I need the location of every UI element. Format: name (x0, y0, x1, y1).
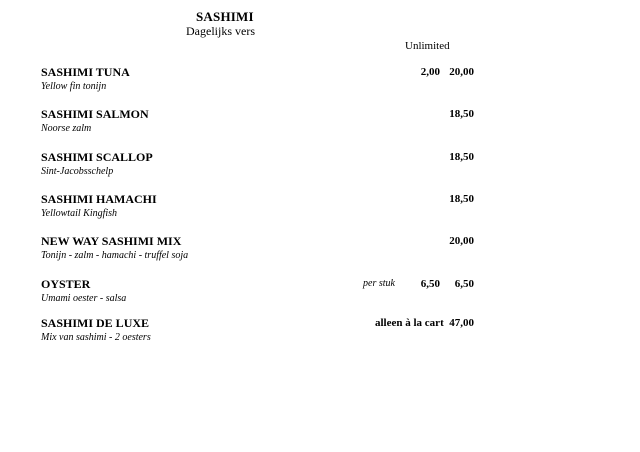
item-name: SASHIMI SALMON (41, 107, 149, 121)
item-price: 18,50 (449, 151, 474, 163)
item-description: Tonijn - zalm - hamachi - truffel soja (41, 250, 189, 261)
menu-item-sashimi-de-luxe (41, 316, 481, 348)
menu-title: SASHIMI (196, 9, 254, 24)
menu-item-sashimi-scallop (41, 150, 481, 182)
item-price: 20,00 (449, 66, 474, 78)
column-header-unlimited: Unlimited (405, 40, 450, 52)
item-name: SASHIMI HAMACHI (41, 192, 157, 206)
item-name: SASHIMI TUNA (41, 65, 130, 79)
item-unit-price: 2,00 (420, 66, 440, 78)
menu-item-oyster (41, 277, 481, 309)
item-description: Mix van sashimi - 2 oesters (41, 332, 151, 343)
item-description: Sint-Jacobsschelp (41, 166, 114, 177)
item-note: alleen à la cart (375, 317, 444, 329)
menu-item-sashimi-hamachi (41, 192, 481, 224)
item-unit-price: 6,50 (420, 278, 440, 290)
item-description: Yellowtail Kingfish (41, 208, 118, 219)
item-price: 6,50 (454, 278, 474, 290)
item-name: NEW WAY SASHIMI MIX (41, 234, 182, 248)
menu-item-new-way-sashimi-mix (41, 234, 481, 266)
item-price: 18,50 (449, 193, 474, 205)
item-name: SASHIMI DE LUXE (41, 316, 150, 330)
menu-subtitle: Dagelijks vers (186, 24, 255, 38)
item-description: Umami oester - salsa (41, 293, 127, 304)
item-name: SASHIMI SCALLOP (41, 150, 153, 164)
menu-item-sashimi-salmon (41, 107, 481, 139)
item-price: 20,00 (449, 235, 474, 247)
item-note: per stuk (363, 278, 395, 289)
item-price: 18,50 (449, 108, 474, 120)
menu-item-sashimi-tuna (41, 65, 481, 97)
item-name: OYSTER (41, 277, 91, 291)
item-price: 47,00 (449, 317, 474, 329)
item-description: Yellow fin tonijn (41, 81, 107, 92)
item-description: Noorse zalm (41, 123, 92, 134)
